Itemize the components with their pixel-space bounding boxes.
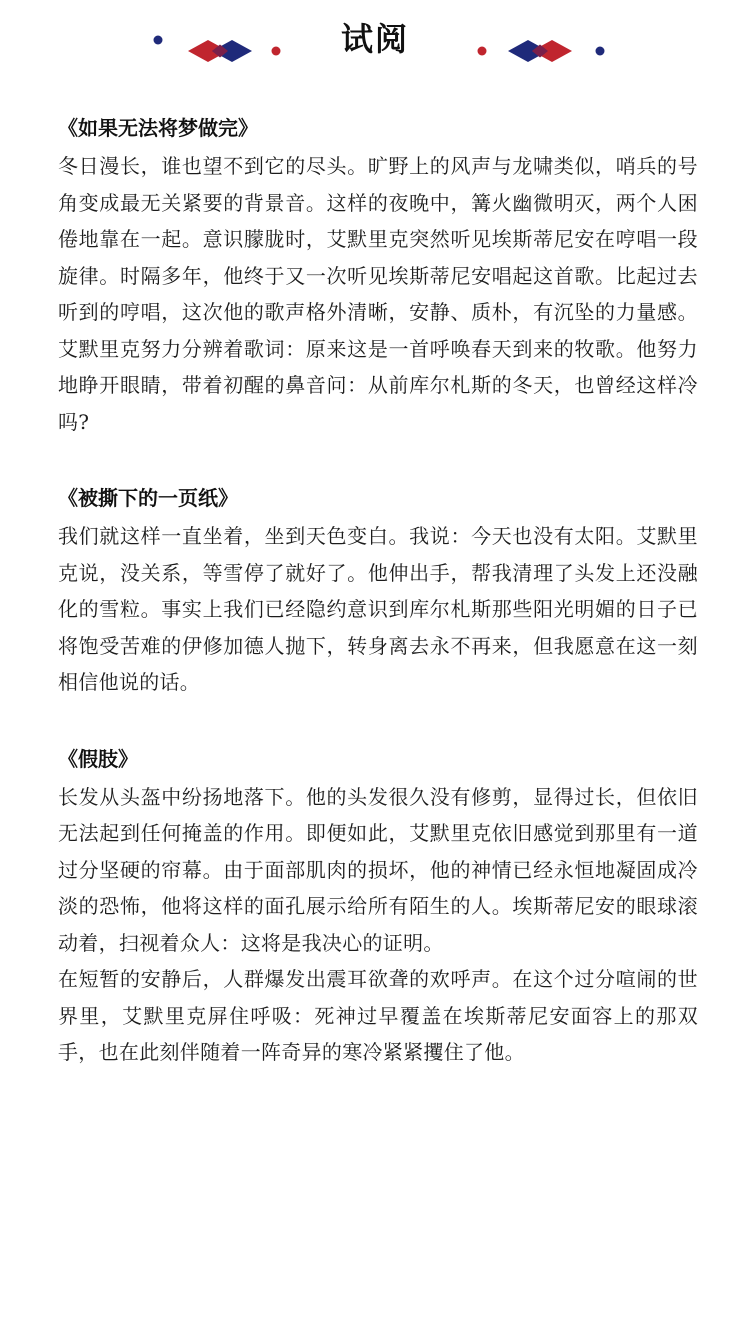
section-title: 《被撕下的一页纸》 bbox=[58, 486, 238, 510]
excerpt-section bbox=[58, 478, 698, 701]
section-title: 《如果无法将梦做完》 bbox=[58, 116, 258, 140]
excerpt-content bbox=[58, 108, 698, 1071]
page-title: 试阅 bbox=[340, 20, 409, 58]
section-title: 《假肢》 bbox=[58, 746, 138, 771]
right-diamond-ornament-icon bbox=[472, 30, 612, 72]
section-paragraph: 冬日漫长，谁也望不到它的尽头。旷野上的风声与龙啸类似，哨兵的号角变成最无关紧要的背景音。这样的夜晚中，篝火幽微明灭，两个人困倦地靠在一起。意识朦胧时，艾默里克突然听见埃斯蒂尼安在哼唱一段旋律。时隔多年，他终于又一次听见埃斯蒂尼安唱起这首歌。比起过去听到的哼唱，这次他的歌声格外清晰，安静、质朴，有沉坠的力量感。艾默里克努力分辨着歌词：原来这是一首呼唤春天到来的牧歌。他努力地睁开眼睛，带着初醒的鼻音问：从前库尔札斯的冬天，也曾经这样冷吗? bbox=[58, 154, 698, 434]
excerpt-section bbox=[58, 108, 698, 440]
section-paragraph: 长发从头盔中纷扬地落下。他的头发很久没有修剪，显得过长，但依旧无法起到任何掩盖的作用。即便如此，艾默里克依旧感觉到那里有一道过分坚硬的帘幕。由于面部肌肉的损坏，他的神情已经永恒地凝固成冷淡的恐怖，他将这样的面孔展示给所有陌生的人。埃斯蒂尼安的眼球滚动着，扫视着众人：这将是我决心的证明。 bbox=[58, 784, 698, 955]
page-header bbox=[0, 0, 750, 80]
section-paragraph: 在短暂的安静后，人群爆发出震耳欲聋的欢呼声。在这个过分喧闹的世界里，艾默里克屏住呼吸：死神过早覆盖在埃斯蒂尼安面容上的那双手，也在此刻伴随着一阵奇异的寒冷紧紧攫住了他。 bbox=[58, 967, 698, 1064]
section-paragraph: 我们就这样一直坐着，坐到天色变白。我说：今天也没有太阳。艾默里克说，没关系，等雪停了就好了。他伸出手，帮我清理了头发上还没融化的雪粒。事实上我们已经隐约意识到库尔札斯那些阳光明媚的日子已将饱受苦难的伊修加德人抛下，转身离去永不再来，但我愿意在这一刻相信他说的话。 bbox=[58, 524, 698, 694]
excerpt-section bbox=[58, 739, 698, 1071]
